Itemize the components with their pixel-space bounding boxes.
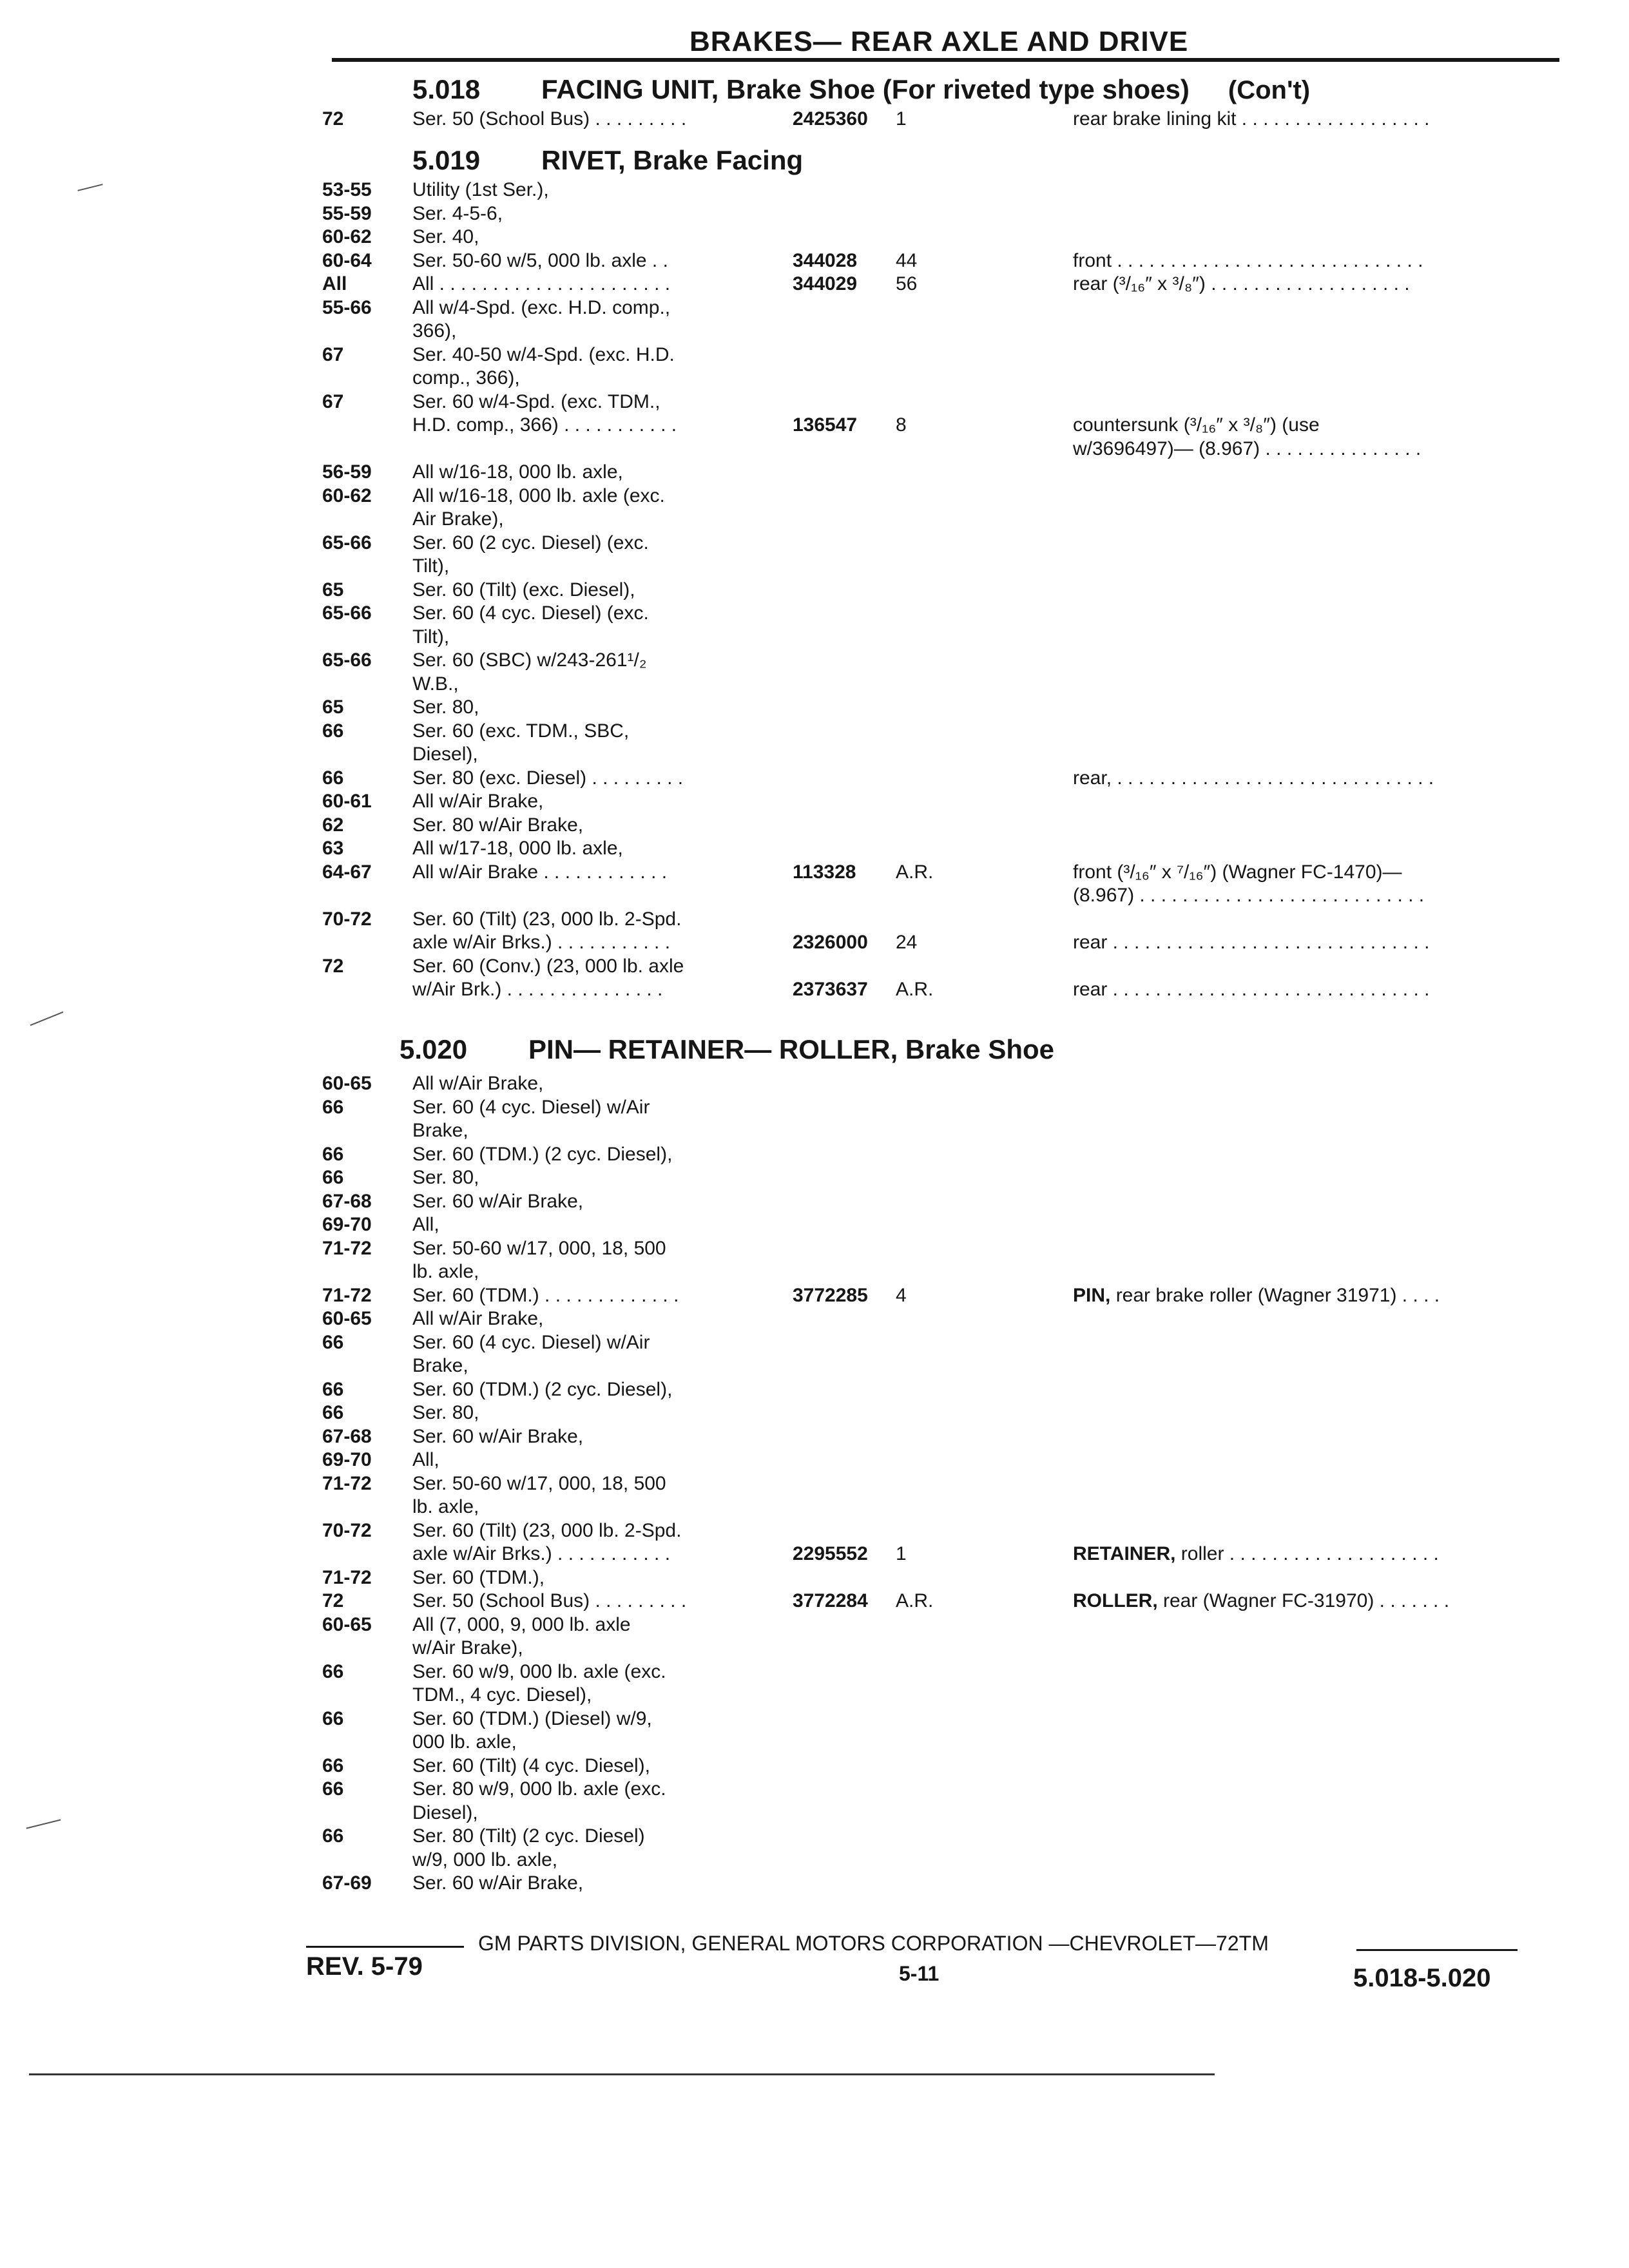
description-cell: Ser. 60 (Tilt) (exc. Diesel), [412, 579, 635, 601]
description-cell: Diesel), [412, 1802, 478, 1823]
page-header-title: BRAKES— REAR AXLE AND DRIVE [689, 26, 1189, 57]
description-cell: Ser. 40, [412, 226, 479, 247]
description-cell: Ser. 40-50 w/4-Spd. (exc. H.D. [412, 343, 675, 365]
usage-note-cell [1073, 1590, 1449, 1612]
usage-note-text: front . . . . . . . . . . . . . . . . . . . . . . . . . . . . . [1073, 249, 1423, 271]
part-number-cell: 2295552 [793, 1543, 868, 1564]
description-cell: w/Air Brk.) . . . . . . . . . . . . . . . [412, 979, 663, 1000]
year-cell: 65 [322, 697, 344, 718]
description-cell: Brake, [412, 1355, 468, 1376]
description-cell: Ser. 60 (Tilt) (23, 000 lb. 2-Spd. [412, 908, 682, 930]
year-cell: 66 [322, 1143, 344, 1165]
year-cell: 60-61 [322, 791, 372, 812]
usage-note-text: rear (³/₁₆″ x ³/₈″) . . . . . . . . . . . . . . . . . . . [1073, 273, 1410, 294]
description-cell: Ser. 60 (TDM.) . . . . . . . . . . . . . [412, 1284, 679, 1306]
description-cell: Utility (1st Ser.), [412, 179, 549, 200]
year-cell: 65-66 [322, 602, 372, 624]
description-cell: Ser. 80 (exc. Diesel) . . . . . . . . . [412, 767, 684, 789]
usage-note-text: (8.967) . . . . . . . . . . . . . . . . . . . . . . . . . . . [1073, 885, 1425, 906]
usage-note-text: rear, . . . . . . . . . . . . . . . . . . . . . . . . . . . . . . [1073, 767, 1434, 789]
year-cell: 56-59 [322, 461, 372, 483]
year-cell: 67 [322, 343, 344, 365]
description-cell: Ser. 60 (TDM.) (2 cyc. Diesel), [412, 1378, 673, 1400]
description-cell: Ser. 60 w/4-Spd. (exc. TDM., [412, 390, 660, 412]
section-title: PIN— RETAINER— ROLLER, Brake Shoe [528, 1034, 1055, 1064]
usage-note-text: rear brake lining kit . . . . . . . . . . . . . . . . . . [1073, 108, 1430, 130]
usage-note-cell [1073, 250, 1423, 272]
year-cell: 63 [322, 838, 344, 859]
section-number: 5.020 [400, 1034, 468, 1064]
year-cell: 66 [322, 1660, 344, 1682]
year-cell: 71-72 [322, 1566, 372, 1588]
usage-note-cell [1073, 273, 1410, 295]
description-cell: Ser. 60 (SBC) w/243-261¹/₂ [412, 649, 647, 671]
description-cell: Ser. 50-60 w/17, 000, 18, 500 [412, 1472, 666, 1494]
usage-note-text: w/3696497)— (8.967) . . . . . . . . . . . . . . . [1073, 437, 1422, 459]
year-cell: 66 [322, 1778, 344, 1800]
footer-section-range: 5.018-5.020 [1353, 1964, 1491, 1992]
footer-page-number: 5-11 [899, 1962, 940, 1985]
description-cell: w/9, 000 lb. axle, [412, 1849, 558, 1870]
description-cell: All w/Air Brake, [412, 791, 544, 812]
margin-punch-mark [77, 184, 102, 191]
year-cell: 66 [322, 767, 344, 789]
description-cell: Ser. 80, [412, 1167, 479, 1188]
description-cell: lb. axle, [412, 1261, 479, 1282]
part-number-cell: 2373637 [793, 979, 868, 1000]
margin-punch-mark [26, 1819, 61, 1829]
description-cell: axle w/Air Brks.) . . . . . . . . . . . [412, 1543, 671, 1564]
footer-revision: REV. 5-79 [306, 1952, 423, 1981]
usage-note-text: front (³/₁₆″ x ⁷/₁₆″) (Wagner FC-1470)— [1073, 861, 1402, 883]
part-number-cell: 344028 [793, 249, 858, 271]
description-cell: Ser. 4-5-6, [412, 202, 503, 224]
description-cell: 366), [412, 320, 457, 341]
description-cell: Ser. 60 w/Air Brake, [412, 1425, 584, 1447]
part-number-cell: 2425360 [793, 108, 868, 130]
description-cell: axle w/Air Brks.) . . . . . . . . . . . [412, 932, 671, 953]
description-cell: Ser. 60 (2 cyc. Diesel) (exc. [412, 532, 649, 553]
description-cell: Brake, [412, 1120, 468, 1141]
quantity-cell: 8 [896, 414, 907, 436]
year-cell: 66 [322, 1402, 344, 1423]
quantity-cell: A.R. [896, 979, 934, 1000]
description-cell: Diesel), [412, 744, 478, 765]
section-heading-5018 [412, 74, 1310, 105]
description-cell: All w/16-18, 000 lb. axle (exc. [412, 485, 665, 506]
year-cell: 71-72 [322, 1472, 372, 1494]
section-heading-5019 [412, 145, 803, 176]
bottom-scan-line [29, 2073, 1215, 2075]
part-number-cell: 136547 [793, 414, 858, 436]
description-cell: Ser. 50 (School Bus) . . . . . . . . . [412, 1590, 687, 1611]
description-cell: Ser. 60 (TDM.) (2 cyc. Diesel), [412, 1143, 673, 1165]
description-cell: Ser. 50-60 w/5, 000 lb. axle . . [412, 249, 668, 271]
description-cell: H.D. comp., 366) . . . . . . . . . . . [412, 414, 677, 436]
year-cell: 55-66 [322, 296, 372, 318]
description-cell: Ser. 50-60 w/17, 000, 18, 500 [412, 1237, 666, 1259]
section-title: FACING UNIT, Brake Shoe (For riveted type shoes) [541, 74, 1190, 104]
year-cell: 72 [322, 955, 344, 977]
usage-note-cell [1073, 932, 1429, 954]
description-cell: comp., 366), [412, 367, 520, 389]
description-cell: Tilt), [412, 555, 450, 577]
usage-note-cell [1073, 414, 1320, 436]
year-cell: 66 [322, 1754, 344, 1776]
description-cell: Ser. 60 (Conv.) (23, 000 lb. axle [412, 955, 684, 977]
usage-note-text: rear (Wagner FC-31970) . . . . . . . [1163, 1590, 1450, 1611]
margin-punch-mark [30, 1012, 64, 1026]
year-cell: 60-62 [322, 485, 372, 506]
year-cell: 67 [322, 390, 344, 412]
year-cell: 65 [322, 579, 344, 601]
year-cell: 71-72 [322, 1284, 372, 1306]
quantity-cell: 4 [896, 1284, 907, 1306]
year-cell: All [322, 273, 347, 294]
quantity-cell: A.R. [896, 861, 934, 883]
description-cell: Ser. 60 (TDM.), [412, 1566, 545, 1588]
quantity-cell: 56 [896, 273, 918, 294]
usage-note-cell [1073, 108, 1430, 130]
year-cell: 66 [322, 1378, 344, 1400]
description-cell: All, [412, 1214, 439, 1235]
part-number-cell: 2326000 [793, 932, 868, 953]
description-cell: Ser. 50 (School Bus) . . . . . . . . . [412, 108, 687, 130]
year-cell: 60-64 [322, 249, 372, 271]
quantity-cell: 44 [896, 249, 918, 271]
description-cell: All . . . . . . . . . . . . . . . . . . . . . . [412, 273, 671, 294]
year-cell: 65-66 [322, 649, 372, 671]
year-cell: 69-70 [322, 1214, 372, 1235]
usage-note-cell [1073, 1543, 1439, 1565]
usage-note-cell [1073, 767, 1434, 789]
year-cell: 60-65 [322, 1308, 372, 1329]
description-cell: Ser. 60 w/Air Brake, [412, 1872, 584, 1894]
item-name-label: ROLLER, [1073, 1590, 1163, 1611]
part-number-cell: 344029 [793, 273, 858, 294]
description-cell: lb. axle, [412, 1496, 479, 1517]
part-number-cell: 3772285 [793, 1284, 868, 1306]
section-title: RIVET, Brake Facing [541, 145, 804, 175]
year-cell: 65-66 [322, 532, 372, 553]
year-cell: 60-62 [322, 226, 372, 247]
year-cell: 67-69 [322, 1872, 372, 1894]
quantity-cell: 1 [896, 108, 907, 130]
description-cell: TDM., 4 cyc. Diesel), [412, 1684, 592, 1706]
description-cell: Ser. 80 w/9, 000 lb. axle (exc. [412, 1778, 666, 1800]
description-cell: All (7, 000, 9, 000 lb. axle [412, 1613, 631, 1635]
usage-note-text: rear brake roller (Wagner 31971) . . . . [1115, 1284, 1440, 1306]
description-cell: W.B., [412, 673, 459, 695]
description-cell: All w/4-Spd. (exc. H.D. comp., [412, 296, 671, 318]
usage-note-text: countersunk (³/₁₆″ x ³/₈″) (use [1073, 414, 1320, 436]
year-cell: 64-67 [322, 861, 372, 883]
quantity-cell: 24 [896, 932, 918, 953]
footer-division: GM PARTS DIVISION, GENERAL MOTORS CORPORATION —CHEVROLET—72TM [478, 1932, 1269, 1955]
description-cell: 000 lb. axle, [412, 1731, 517, 1753]
description-cell: Ser. 60 w/Air Brake, [412, 1190, 584, 1212]
part-number-cell: 3772284 [793, 1590, 868, 1611]
description-cell: Ser. 60 (TDM.) (Diesel) w/9, [412, 1707, 652, 1729]
usage-note-cell [1073, 861, 1402, 883]
usage-note-text: rear . . . . . . . . . . . . . . . . . . . . . . . . . . . . . . [1073, 979, 1430, 1000]
section-heading-5020 [400, 1034, 1054, 1065]
usage-note-text: roller . . . . . . . . . . . . . . . . . . . . [1181, 1543, 1439, 1564]
year-cell: 70-72 [322, 908, 372, 930]
usage-note-cell [1073, 1285, 1440, 1307]
description-cell: All w/Air Brake, [412, 1073, 544, 1094]
description-cell: Ser. 60 (4 cyc. Diesel) w/Air [412, 1331, 650, 1353]
year-cell: 55-59 [322, 202, 372, 224]
description-cell: Tilt), [412, 626, 450, 648]
description-cell: Ser. 60 (Tilt) (4 cyc. Diesel), [412, 1754, 650, 1776]
section-number: 5.018 [412, 74, 481, 104]
year-cell: 66 [322, 1707, 344, 1729]
usage-note-cell [1073, 885, 1424, 907]
description-cell: Ser. 60 (Tilt) (23, 000 lb. 2-Spd. [412, 1519, 682, 1541]
year-cell: 66 [322, 1825, 344, 1847]
item-name-label: RETAINER, [1073, 1543, 1181, 1564]
year-cell: 60-65 [322, 1613, 372, 1635]
description-cell: Ser. 60 w/9, 000 lb. axle (exc. [412, 1660, 666, 1682]
year-cell: 67-68 [322, 1425, 372, 1447]
description-cell: All w/17-18, 000 lb. axle, [412, 838, 623, 859]
year-cell: 69-70 [322, 1449, 372, 1470]
footer-rule-left [306, 1946, 464, 1948]
description-cell: Ser. 80 (Tilt) (2 cyc. Diesel) [412, 1825, 645, 1847]
description-cell: Air Brake), [412, 508, 504, 530]
year-cell: 70-72 [322, 1519, 372, 1541]
year-cell: 66 [322, 1096, 344, 1118]
year-cell: 53-55 [322, 179, 372, 200]
description-cell: All w/Air Brake, [412, 1308, 544, 1329]
footer-rule-right [1356, 1949, 1518, 1951]
description-cell: All w/Air Brake . . . . . . . . . . . . [412, 861, 668, 883]
description-cell: Ser. 80 w/Air Brake, [412, 814, 584, 836]
usage-note-text: rear . . . . . . . . . . . . . . . . . . . . . . . . . . . . . . [1073, 932, 1430, 953]
year-cell: 66 [322, 1167, 344, 1188]
description-cell: Ser. 60 (4 cyc. Diesel) w/Air [412, 1096, 650, 1118]
year-cell: 66 [322, 720, 344, 742]
description-cell: Ser. 60 (4 cyc. Diesel) (exc. [412, 602, 649, 624]
section-number: 5.019 [412, 145, 481, 175]
year-cell: 71-72 [322, 1237, 372, 1259]
description-cell: Ser. 80, [412, 697, 479, 718]
section-continued-note: (Con't) [1228, 76, 1311, 104]
year-cell: 72 [322, 108, 344, 130]
usage-note-cell [1073, 438, 1421, 460]
year-cell: 72 [322, 1590, 344, 1611]
quantity-cell: 1 [896, 1543, 907, 1564]
quantity-cell: A.R. [896, 1590, 934, 1611]
year-cell: 66 [322, 1331, 344, 1353]
description-cell: w/Air Brake), [412, 1637, 523, 1658]
item-name-label: PIN, [1073, 1284, 1116, 1306]
year-cell: 62 [322, 814, 344, 836]
description-cell: Ser. 80, [412, 1402, 479, 1423]
description-cell: All, [412, 1449, 439, 1470]
header-rule [332, 58, 1559, 62]
year-cell: 60-65 [322, 1073, 372, 1094]
description-cell: Ser. 60 (exc. TDM., SBC, [412, 720, 630, 742]
description-cell: All w/16-18, 000 lb. axle, [412, 461, 623, 483]
usage-note-cell [1073, 979, 1429, 1001]
part-number-cell: 113328 [793, 861, 856, 883]
year-cell: 67-68 [322, 1190, 372, 1212]
